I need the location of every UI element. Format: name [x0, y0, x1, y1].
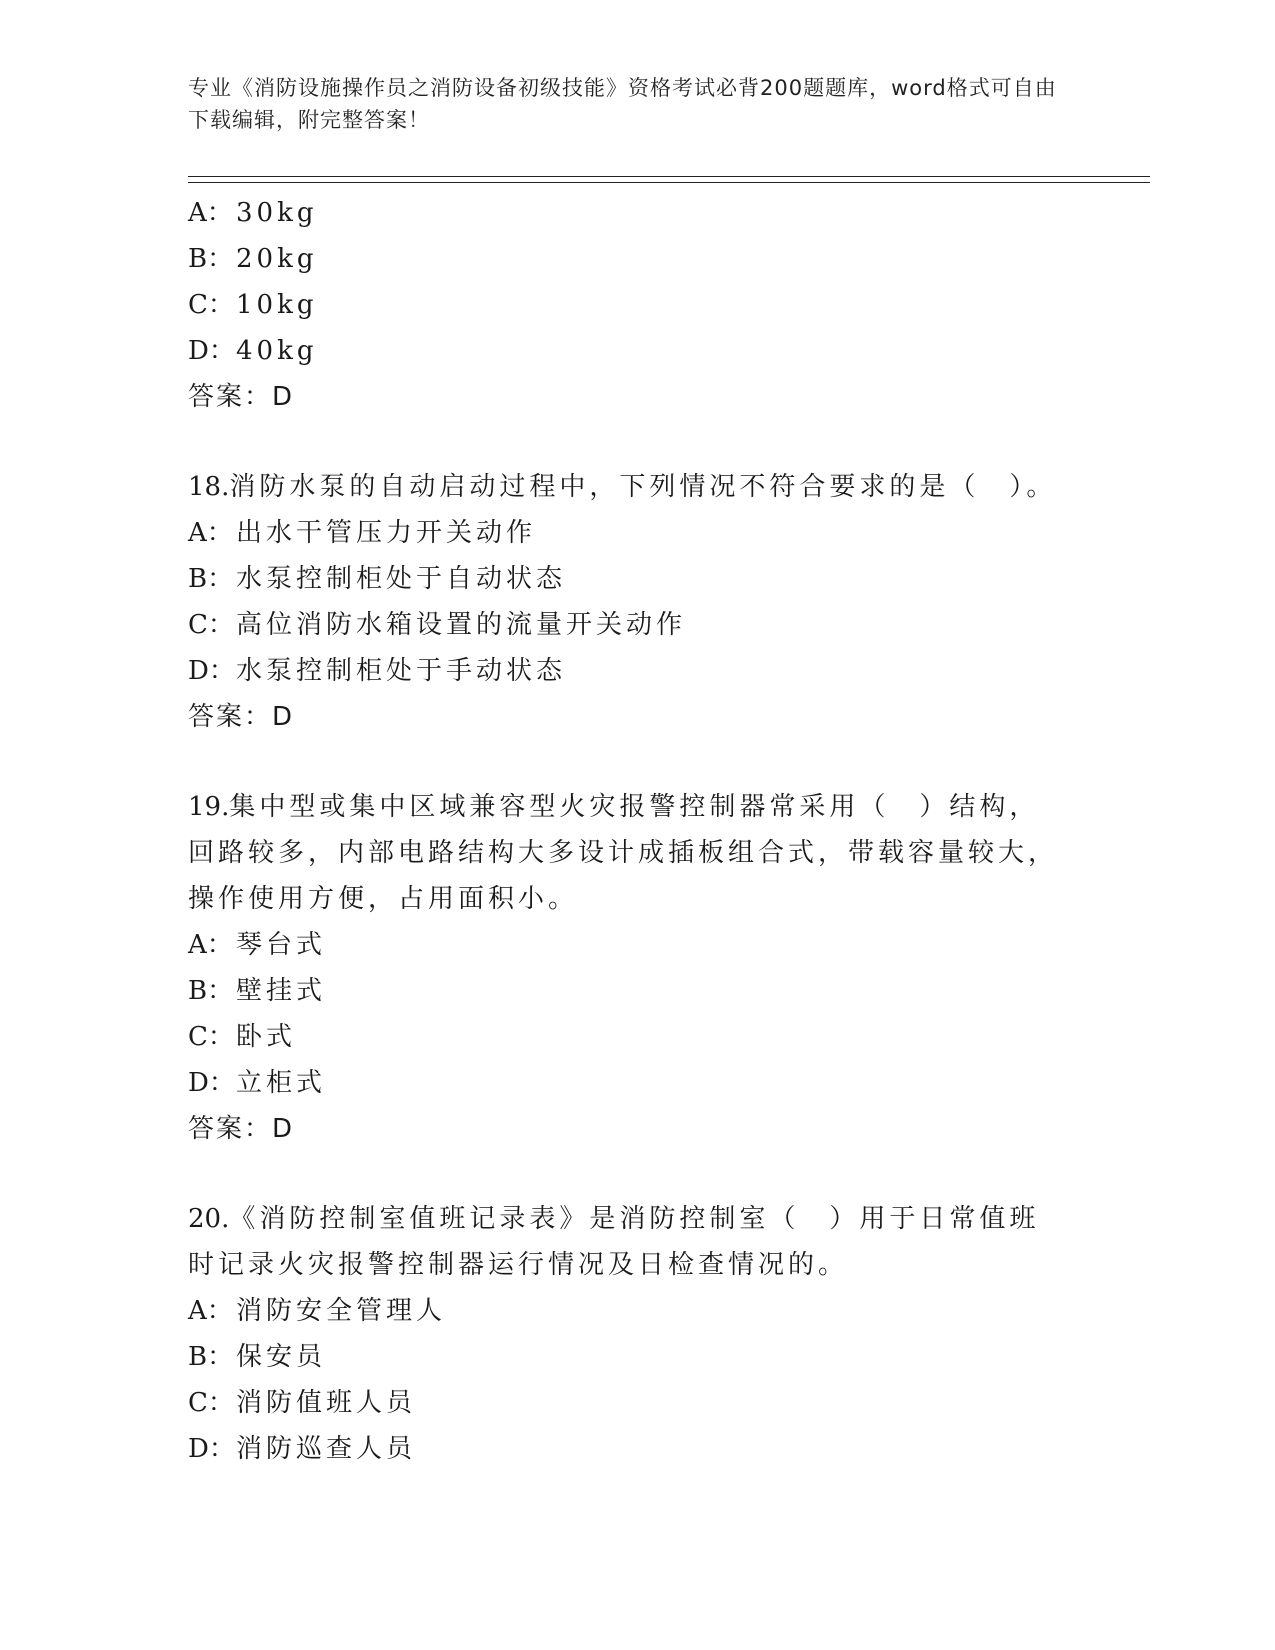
- option-a: [188, 510, 1088, 556]
- question-number: 18.: [188, 472, 230, 502]
- question-19: [188, 784, 1088, 1152]
- question-text: 消防水泵的自动启动过程中，下列情况不符合要求的是（ ）。: [229, 472, 1057, 502]
- option-text: 消防值班人员: [236, 1388, 417, 1418]
- option-letter: D：: [188, 336, 235, 366]
- option-c: [188, 282, 1088, 328]
- option-letter: B：: [188, 564, 234, 594]
- option-text: 立柜式: [236, 1068, 327, 1098]
- question-text: 《消防控制室值班记录表》是消防控制室（ ）用于日常值班时记录火灾报警控制器运行情况及日检查情况的。: [188, 1204, 1040, 1280]
- option-b: [188, 1334, 1088, 1380]
- question-20: [188, 1196, 1088, 1472]
- option-a: [188, 190, 1088, 236]
- question-18: [188, 464, 1088, 740]
- option-c: [188, 602, 1088, 648]
- question-stem: [188, 1196, 1068, 1288]
- option-text: 出水干管压力开关动作: [236, 518, 537, 548]
- option-text: 消防安全管理人: [236, 1296, 447, 1326]
- answer: 答案：D: [188, 382, 295, 412]
- option-b: [188, 556, 1088, 602]
- option-d: [188, 648, 1088, 694]
- question-text: 集中型或集中区域兼容型火灾报警控制器常采用（ ）结构，回路较多，内部电路结构大多设计成插板组合式，带载容量较大，操作使用方便，占用面积小。: [188, 792, 1059, 914]
- option-a: [188, 1288, 1088, 1334]
- option-text: 琴台式: [236, 930, 327, 960]
- option-letter: A：: [188, 930, 233, 960]
- header-divider-top: [188, 176, 1150, 177]
- option-b: [188, 968, 1088, 1014]
- option-letter: B：: [188, 244, 234, 274]
- option-b: [188, 236, 1088, 282]
- question-stem: [188, 464, 1068, 510]
- option-d: [188, 1426, 1088, 1472]
- option-text: 10kg: [236, 290, 318, 320]
- option-d: [188, 1060, 1088, 1106]
- option-letter: A：: [188, 1296, 233, 1326]
- option-text: 20kg: [236, 244, 318, 274]
- option-letter: D：: [188, 656, 235, 686]
- answer: 答案：D: [188, 702, 295, 732]
- header-divider-bottom: [188, 182, 1150, 183]
- option-text: 保安员: [236, 1342, 327, 1372]
- option-text: 水泵控制柜处于自动状态: [236, 564, 567, 594]
- question-17: [188, 190, 1088, 420]
- option-letter: D：: [188, 1434, 235, 1464]
- option-d: [188, 328, 1088, 374]
- option-letter: C：: [188, 1022, 234, 1052]
- option-letter: C：: [188, 290, 234, 320]
- option-letter: B：: [188, 976, 234, 1006]
- option-letter: A：: [188, 518, 233, 548]
- question-number: 20.: [188, 1204, 230, 1234]
- option-text: 高位消防水箱设置的流量开关动作: [236, 610, 687, 640]
- option-a: [188, 922, 1088, 968]
- option-letter: C：: [188, 1388, 234, 1418]
- option-text: 消防巡查人员: [236, 1434, 417, 1464]
- option-letter: A：: [188, 198, 233, 228]
- option-c: [188, 1380, 1088, 1426]
- question-list: [188, 190, 1088, 1472]
- option-text: 30kg: [236, 198, 318, 228]
- answer: 答案：D: [188, 1114, 295, 1144]
- option-letter: B：: [188, 1342, 234, 1372]
- document-header: 专业《消防设施操作员之消防设备初级技能》资格考试必背200题题库，word格式可自由下载编辑，附完整答案！: [188, 76, 1057, 132]
- option-text: 卧式: [236, 1022, 297, 1052]
- question-stem: [188, 784, 1068, 922]
- option-letter: D：: [188, 1068, 235, 1098]
- question-number: 19.: [188, 792, 230, 822]
- option-letter: C：: [188, 610, 234, 640]
- option-text: 水泵控制柜处于手动状态: [236, 656, 567, 686]
- option-text: 壁挂式: [236, 976, 327, 1006]
- option-text: 40kg: [236, 336, 318, 366]
- option-c: [188, 1014, 1088, 1060]
